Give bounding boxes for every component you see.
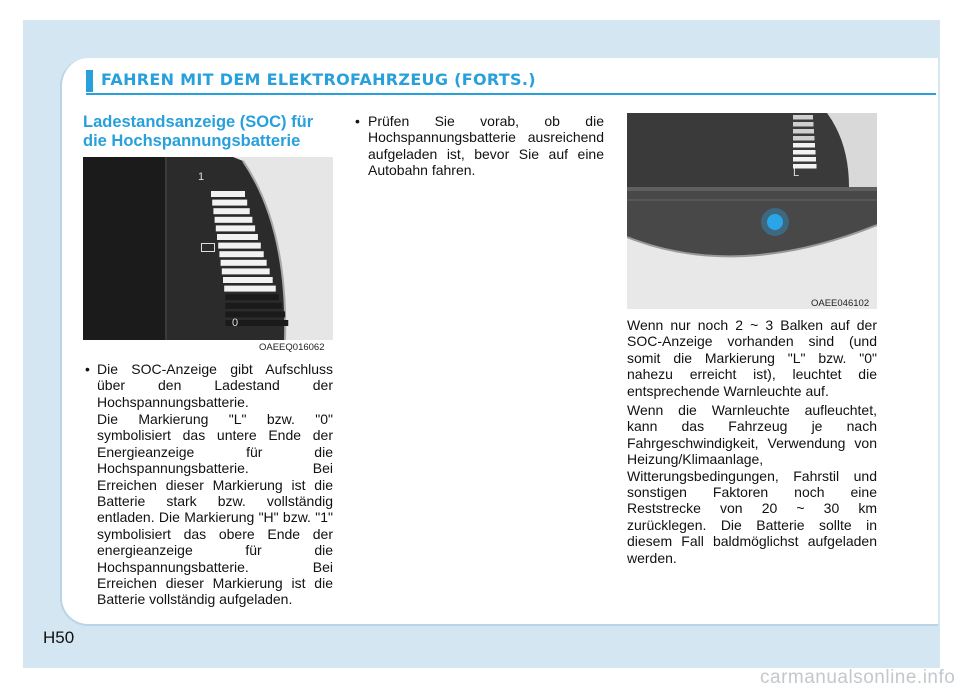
gauge-segment	[215, 217, 253, 223]
gauge-segment	[222, 268, 270, 274]
soc-gauge-figure	[83, 157, 333, 340]
gauge-segment	[793, 115, 813, 120]
gauge-segment	[225, 294, 278, 300]
figure2-caption: OAEE046102	[811, 298, 870, 309]
gauge-segment	[223, 277, 273, 283]
gauge-segment	[221, 260, 267, 266]
gauge-segment	[793, 143, 815, 148]
gauge-segment	[225, 303, 282, 309]
gauge-segment	[219, 251, 263, 257]
gauge-segment	[211, 191, 245, 197]
col2-bullet-text: Prüfen Sie vorab, ob die Hochspannungsbatterie ausreichend aufgeladen ist, bevor Sie auf eine Autobahn fahren.	[368, 113, 604, 179]
col1-bullet-text: Die SOC-Anzeige gibt Aufschluss über den Ladestand der Hochspannungsbatterie.	[97, 361, 333, 410]
gauge-segment	[216, 225, 255, 231]
header-rule	[86, 93, 936, 95]
bullet-marker: •	[85, 361, 90, 377]
gauge-segment	[224, 286, 276, 292]
gauge-segment	[793, 129, 814, 134]
gauge-segment	[793, 122, 814, 127]
soc-warning-figure	[627, 113, 877, 309]
gauge-label-l: L	[793, 167, 800, 179]
gauge-segment	[213, 208, 249, 214]
soc-warning-illustration	[627, 113, 877, 309]
col3-paragraph-2: Wenn die Warnleuchte aufleuchtet, kann das Fahrzeug je nach Fahrgeschwindigkeit, Verwendung von Heizung/Klimaanlage, Witterungsbedingungen, Fahrstil und sonstigen Faktoren noch eine Reststrecke von 20 ~ 30 km zurücklegen. Die Batterie sollte in diesem Fall baldmöglichst aufgeladen werden.	[627, 402, 877, 566]
battery-icon	[201, 243, 215, 252]
bullet-marker: •	[355, 113, 360, 129]
gauge-segment	[218, 243, 261, 249]
gauge-label-bottom: 0	[232, 317, 239, 329]
warning-light-icon	[768, 215, 782, 229]
gauge-segment	[793, 150, 816, 155]
page-header: FAHREN MIT DEM ELEKTROFAHRZEUG (FORTS.)	[101, 70, 536, 89]
col1-paragraph: Die Markierung "L" bzw. "0" symbolisiert das untere Ende der Energieanzeige für die Hochspannungsbatterie. Bei Erreichen dieser Markierung ist die Batterie stark bzw. vollständig entladen. Die Markierung "H" bzw. "1" symbolisiert das obere Ende der energieanzeige für die Hochspannungsbatterie. Bei Erreichen dieser Markierung ist die Batterie vollständig aufgeladen.	[97, 411, 333, 608]
page-number: H50	[43, 628, 75, 647]
header-accent-bar	[86, 70, 93, 92]
col3-paragraph-1: Wenn nur noch 2 ~ 3 Balken auf der SOC-Anzeige vorhanden sind (und somit die Markierung "L" bzw. "0" nahezu erreicht ist), leuchtet die entsprechende Warnleuchte auf.	[627, 317, 877, 399]
section-title: Ladestandsanzeige (SOC) für die Hochspannungsbatterie	[83, 113, 314, 150]
gauge-segment	[212, 200, 247, 206]
gauge-segment	[793, 136, 815, 141]
gauge-segment	[217, 234, 258, 240]
figure1-caption: OAEEQ016062	[259, 342, 325, 353]
gauge-segment	[793, 157, 816, 162]
gauge-label-top: 1	[198, 171, 205, 183]
watermark: carmanualsonline.info	[760, 667, 956, 688]
